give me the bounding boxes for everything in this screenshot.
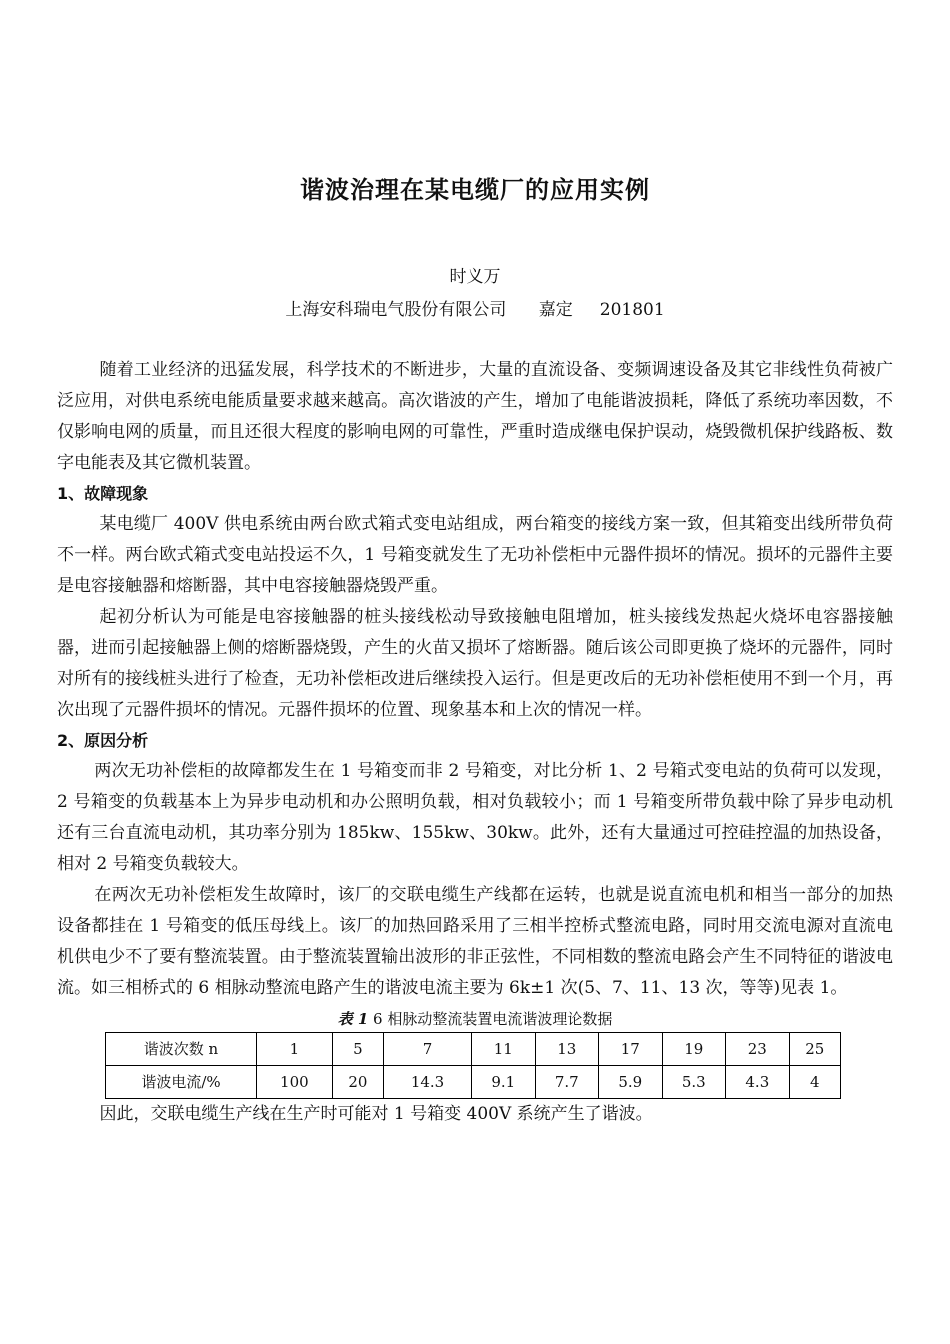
table-cell: 23	[726, 1033, 790, 1066]
section-2-heading: 2、原因分析	[57, 731, 149, 750]
section-1-heading: 1、故障现象	[57, 484, 149, 503]
table-caption	[57, 1006, 893, 1032]
intro-paragraph: 随着工业经济的迅猛发展，科学技术的不断进步，大量的直流设备、变频调速设备及其它非线性负荷被广泛应用，对供电系统电能质量要求越来越高。高次谐波的产生，增加了电能谐波损耗，降低了系统功率因数，不仅影响电网的质量，而且还很大程度的影响电网的可靠性，严重时造成继电保护误动，烧毁微机保护线路板、数字电能表及其它微机装置。	[57, 360, 893, 473]
table-cell: 13	[535, 1033, 599, 1066]
table-cell: 9.1	[472, 1066, 536, 1099]
section-1-paragraph-2: 起初分析认为可能是电容接触器的桩头接线松动导致接触电阻增加，桩头接线发热起火烧坏电容器接触器，进而引起接触器上侧的熔断器烧毁，产生的火苗又损坏了熔断器。随后该公司即更换了烧坏的元器件，同时对所有的接线桩头进行了检查，无功补偿柜改进后继续投入运行。但是更改后的无功补偿柜使用不到一个月，再次出现了元器件损坏的情况。元器件损坏的位置、现象基本和上次的情况一样。	[57, 607, 893, 720]
section-2-paragraph-2: 在两次无功补偿柜发生故障时，该厂的交联电缆生产线都在运转，也就是说直流电机和相当一部分的加热设备都挂在 1 号箱变的低压母线上。该厂的加热回路采用了三相半控桥式整流电路，同时用交流电源对直流电机供电少不了要有整流装置。由于整流装置输出波形的非正弦性，不同相数的整流电路会产生不同特征的谐波电流。如三相桥式的 6 相脉动整流电路产生的谐波电流主要为 6k±1 次(5、7、11、13 次，等等)见表 1。	[57, 885, 893, 998]
table-cell: 25	[789, 1033, 840, 1066]
paper-body	[57, 355, 893, 1129]
table-header-current: 谐波电流/%	[106, 1066, 257, 1099]
table-cell: 5.9	[599, 1066, 663, 1099]
section-1-paragraph-1: 某电缆厂 400V 供电系统由两台欧式箱式变电站组成，两台箱变的接线方案一致，但其箱变出线所带负荷不一样。两台欧式箱式变电站投运不久，1 号箱变就发生了无功补偿柜中元器件损坏的情况。损坏的元器件主要是电容接触器和熔断器，其中电容接触器烧毁严重。	[57, 514, 893, 596]
author-name: 时义万	[449, 267, 501, 287]
table-header-order: 谐波次数 n	[106, 1033, 257, 1066]
table-cell: 19	[662, 1033, 726, 1066]
table-cell: 17	[599, 1033, 663, 1066]
table-cell: 14.3	[384, 1066, 472, 1099]
table-cell: 5.3	[662, 1066, 726, 1099]
table-caption-text: 6 相脉动整流装置电流谐波理论数据	[368, 1010, 613, 1028]
table-row-orders	[106, 1033, 841, 1066]
paper-title: 谐波治理在某电缆厂的应用实例	[300, 176, 650, 204]
table-cell: 7.7	[535, 1066, 599, 1099]
table-cell: 1	[257, 1033, 333, 1066]
section-2-paragraph-1: 两次无功补偿柜的故障都发生在 1 号箱变而非 2 号箱变，对比分析 1、2 号箱式变电站的负荷可以发现，2 号箱变的负载基本上为异步电动机和办公照明负载，相对负载较小；而 1 号箱变所带负载中除了异步电动机还有三台直流电动机，其功率分别为 185kw、155kw、30kw。此外，还有大量通过可控硅控温的加热设备，相对 2 号箱变负载较大。	[57, 761, 893, 874]
harmonic-table	[105, 1032, 841, 1099]
table-cell: 11	[472, 1033, 536, 1066]
table-cell: 7	[384, 1033, 472, 1066]
table-cell: 4	[789, 1066, 840, 1099]
table-cell: 100	[257, 1066, 333, 1099]
conclusion-paragraph: 因此，交联电缆生产线在生产时可能对 1 号箱变 400V 系统产生了谐波。	[99, 1104, 653, 1124]
table-cell: 5	[332, 1033, 383, 1066]
table-caption-label: 表 1	[337, 1010, 369, 1028]
author-affiliation: 上海安科瑞电气股份有限公司 嘉定 201801	[285, 300, 665, 320]
table-cell: 20	[332, 1066, 383, 1099]
table-row-currents	[106, 1066, 841, 1099]
table-cell: 4.3	[726, 1066, 790, 1099]
